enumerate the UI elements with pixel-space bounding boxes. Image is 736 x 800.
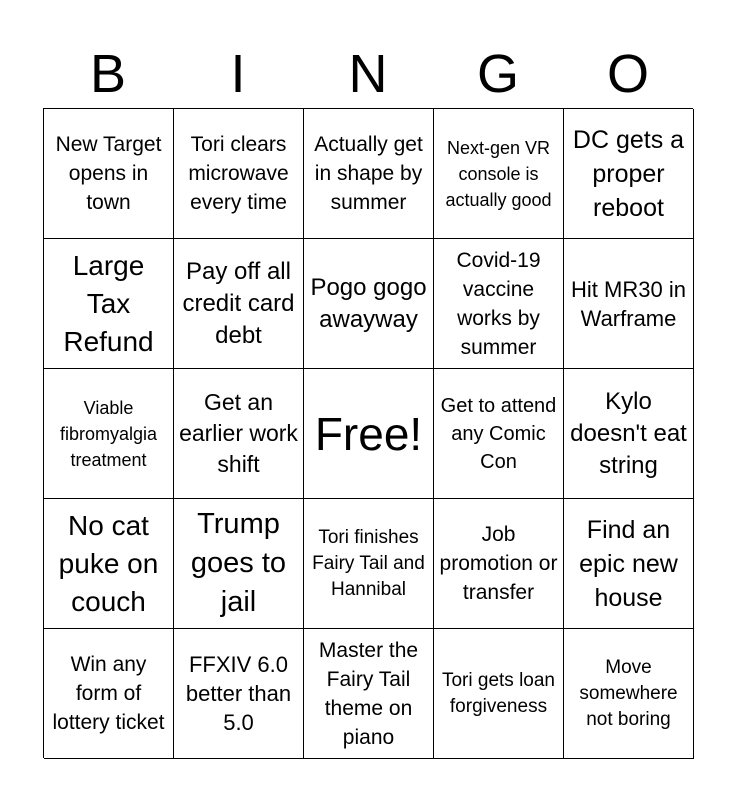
bingo-cell[interactable] [44, 369, 174, 499]
bingo-grid [43, 108, 693, 758]
bingo-cell[interactable] [44, 239, 174, 369]
bingo-cell[interactable] [564, 369, 694, 499]
bingo-cell[interactable] [434, 239, 564, 369]
cell-text: Large Tax Refund [63, 249, 154, 357]
bingo-header [43, 40, 693, 108]
bingo-cell[interactable] [434, 629, 564, 759]
bingo-cell[interactable] [304, 629, 434, 759]
cell-text: Tori clears microwave every time [188, 133, 289, 214]
bingo-cell[interactable] [304, 109, 434, 239]
cell-text: Hit MR30 in Warframe [571, 276, 686, 331]
cell-text: Pogo gogo awayway [310, 273, 427, 333]
header-letter-n: N [348, 44, 388, 104]
cell-text: Find an epic new house [579, 515, 678, 612]
bingo-cell[interactable] [564, 499, 694, 629]
cell-text: DC gets a proper reboot [572, 125, 685, 222]
cell-text: Job promotion or transfer [439, 523, 558, 604]
bingo-cell[interactable] [434, 369, 564, 499]
bingo-cell[interactable] [434, 499, 564, 629]
cell-text: Covid-19 vaccine works by summer [456, 248, 541, 359]
cell-text: Viable fibromyalgia treatment [59, 397, 158, 470]
cell-text: Next-gen VR console is actually good [445, 137, 552, 210]
header-letter-o: O [606, 44, 649, 104]
bingo-cell[interactable] [44, 499, 174, 629]
bingo-cell[interactable] [174, 369, 304, 499]
cell-text: Win any form of lottery ticket [52, 653, 165, 734]
cell-text: New Target opens in town [55, 133, 162, 214]
cell-text: No cat puke on couch [58, 509, 159, 617]
cell-text: Tori gets loan forgiveness [441, 669, 555, 717]
bingo-cell[interactable] [174, 629, 304, 759]
bingo-cell[interactable] [434, 109, 564, 239]
cell-text: Pay off all credit card debt [182, 257, 295, 349]
header-letter-b: B [89, 44, 127, 104]
bingo-cell[interactable] [44, 109, 174, 239]
bingo-cell[interactable] [304, 239, 434, 369]
cell-text: Trump goes to jail [190, 508, 287, 618]
bingo-cell[interactable] [174, 239, 304, 369]
header-letter-g: G [476, 44, 519, 104]
cell-text: Actually get in shape by summer [314, 133, 423, 214]
bingo-cell[interactable] [304, 499, 434, 629]
bingo-cell-free[interactable] [304, 369, 434, 499]
bingo-cell[interactable] [44, 629, 174, 759]
cell-text: Get an earlier work shift [179, 389, 298, 477]
cell-text: Master the Fairy Tail theme on piano [318, 638, 419, 749]
cell-text: Tori finishes Fairy Tail and Hannibal [312, 526, 425, 600]
bingo-cell[interactable] [564, 109, 694, 239]
bingo-cell[interactable] [564, 239, 694, 369]
cell-text: FFXIV 6.0 better than 5.0 [185, 652, 292, 735]
cell-text: Move somewhere not boring [579, 656, 678, 730]
bingo-cell[interactable] [174, 499, 304, 629]
bingo-cell[interactable] [564, 629, 694, 759]
bingo-cell[interactable] [174, 109, 304, 239]
cell-text: Get to attend any Comic Con [440, 394, 557, 473]
header-letter-i: I [230, 44, 246, 104]
cell-text: Free! [314, 407, 423, 460]
cell-text: Kylo doesn't eat string [570, 387, 687, 479]
